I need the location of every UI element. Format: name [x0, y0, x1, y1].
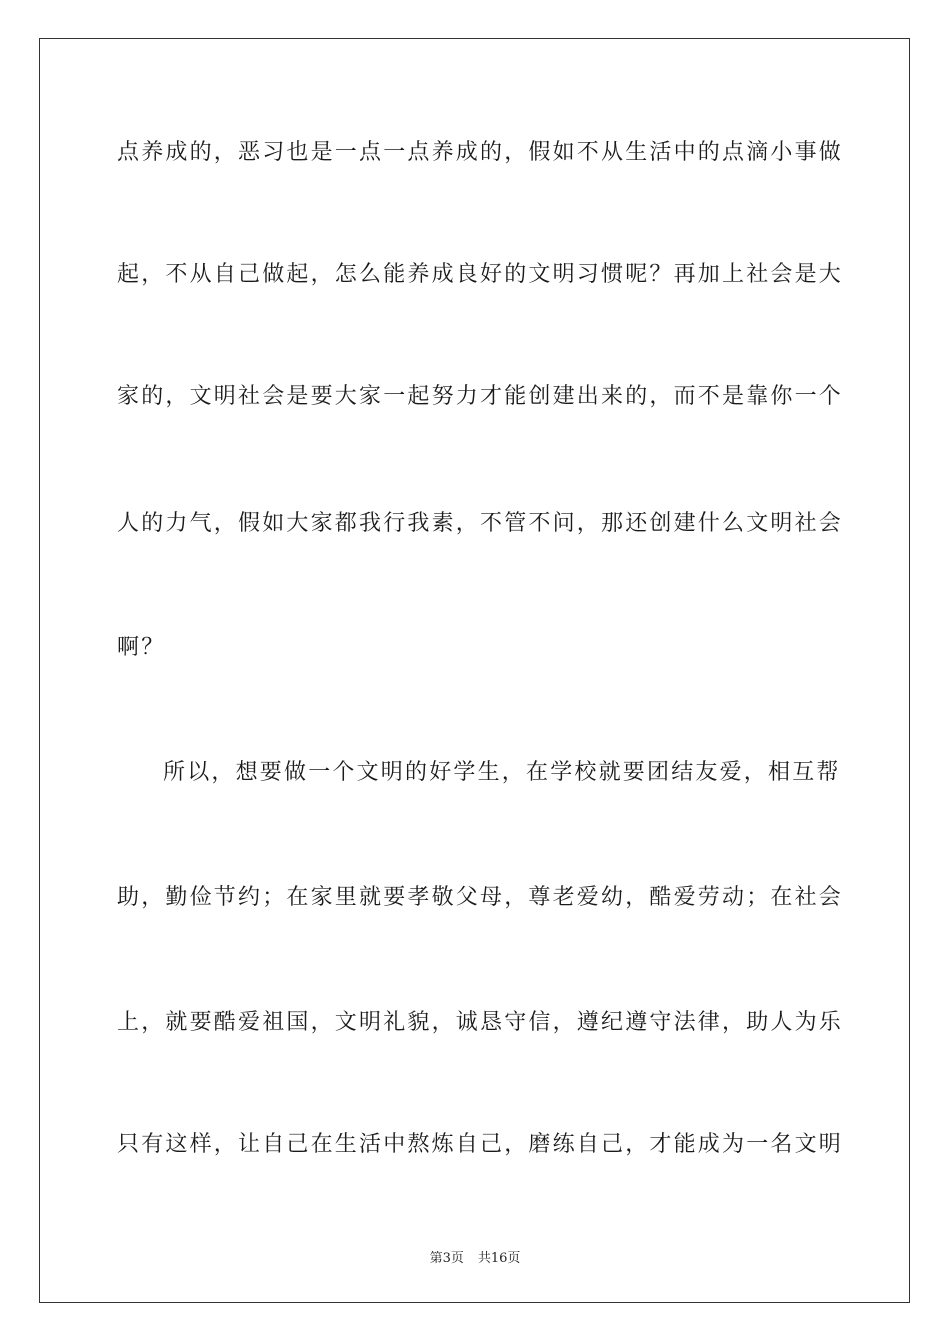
page-total: 共16页: [477, 1251, 521, 1266]
page-footer: [0, 1247, 950, 1266]
paragraph-line: 起，不从自己做起，怎么能养成良好的文明习惯呢？再加上社会是大: [117, 262, 844, 287]
paragraph-line: 助，勤俭节约；在家里就要孝敬父母，尊老爱幼，酷爱劳动；在社会: [117, 885, 844, 910]
page-number: 第3页: [429, 1251, 464, 1266]
page-frame: [39, 38, 910, 1303]
paragraph-line: 家的，文明社会是要大家一起努力才能创建出来的，而不是靠你一个: [117, 384, 844, 409]
paragraph-line-indented: 所以，想要做一个文明的好学生，在学校就要团结友爱，相互帮: [163, 760, 841, 785]
paragraph-line: 人的力气，假如大家都我行我素，不管不问，那还创建什么文明社会: [117, 511, 844, 536]
paragraph-line: 点养成的，恶习也是一点一点养成的，假如不从生活中的点滴小事做: [117, 140, 844, 165]
paragraph-line: 上，就要酷爱祖国，文明礼貌，诚恳守信，遵纪遵守法律，助人为乐: [117, 1010, 844, 1035]
paragraph-line: 只有这样，让自己在生活中熬炼自己，磨练自己，才能成为一名文明: [117, 1132, 844, 1157]
paragraph-line: 啊？: [117, 635, 166, 660]
